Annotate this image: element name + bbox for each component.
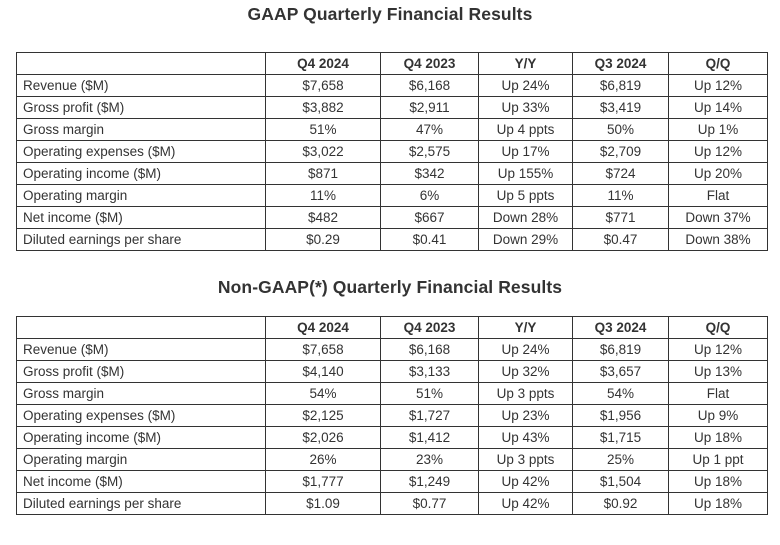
cell-value: $0.77	[381, 493, 479, 515]
column-header: Y/Y	[479, 317, 573, 339]
cell-value: Up 33%	[479, 97, 573, 119]
cell-value: $1,727	[381, 405, 479, 427]
cell-value: 54%	[266, 383, 381, 405]
cell-value: $3,133	[381, 361, 479, 383]
cell-value: $1,504	[573, 471, 669, 493]
gaap-table-title: GAAP Quarterly Financial Results	[247, 4, 533, 24]
table-row	[17, 449, 768, 471]
row-label: Gross profit ($M)	[17, 361, 266, 383]
cell-value: $724	[573, 163, 669, 185]
cell-value: Up 24%	[479, 75, 573, 97]
cell-value: $0.47	[573, 229, 669, 251]
row-label: Diluted earnings per share	[17, 493, 266, 515]
cell-value: 11%	[266, 185, 381, 207]
cell-value: 54%	[573, 383, 669, 405]
cell-value: Up 12%	[669, 141, 768, 163]
table-row	[17, 361, 768, 383]
cell-value: $3,419	[573, 97, 669, 119]
row-label: Net income ($M)	[17, 471, 266, 493]
cell-value: $1,777	[266, 471, 381, 493]
cell-value: 23%	[381, 449, 479, 471]
cell-value: 26%	[266, 449, 381, 471]
cell-value: $6,168	[381, 339, 479, 361]
table-row	[17, 97, 768, 119]
row-label: Gross margin	[17, 383, 266, 405]
cell-value: Up 13%	[669, 361, 768, 383]
cell-value: $7,658	[266, 339, 381, 361]
table-row	[17, 119, 768, 141]
cell-value: Up 3 ppts	[479, 383, 573, 405]
column-header: Q4 2023	[381, 317, 479, 339]
table-row	[17, 141, 768, 163]
row-label: Net income ($M)	[17, 207, 266, 229]
cell-value: 6%	[381, 185, 479, 207]
header-row	[17, 317, 768, 339]
row-label: Revenue ($M)	[17, 339, 266, 361]
cell-value: Up 17%	[479, 141, 573, 163]
cell-value: Up 9%	[669, 405, 768, 427]
column-header: Q/Q	[669, 53, 768, 75]
table-row	[17, 229, 768, 251]
row-label: Diluted earnings per share	[17, 229, 266, 251]
cell-value: $4,140	[266, 361, 381, 383]
table-row	[17, 405, 768, 427]
column-header: Q4 2023	[381, 53, 479, 75]
row-label: Gross margin	[17, 119, 266, 141]
cell-value: $342	[381, 163, 479, 185]
cell-value: $3,657	[573, 361, 669, 383]
cell-value: Up 24%	[479, 339, 573, 361]
cell-value: $1,412	[381, 427, 479, 449]
gaap-results-table	[16, 52, 768, 251]
cell-value: Up 155%	[479, 163, 573, 185]
cell-value: $2,125	[266, 405, 381, 427]
cell-value: Flat	[669, 383, 768, 405]
row-label: Operating margin	[17, 185, 266, 207]
cell-value: Down 28%	[479, 207, 573, 229]
column-header: Y/Y	[479, 53, 573, 75]
column-header: Q3 2024	[573, 53, 669, 75]
table-row	[17, 207, 768, 229]
table-row	[17, 427, 768, 449]
row-label: Operating income ($M)	[17, 163, 266, 185]
cell-value: Down 29%	[479, 229, 573, 251]
table-row	[17, 471, 768, 493]
cell-value: Up 3 ppts	[479, 449, 573, 471]
row-label: Operating margin	[17, 449, 266, 471]
cell-value: Up 1 ppt	[669, 449, 768, 471]
row-label-header	[17, 53, 266, 75]
cell-value: Up 5 ppts	[479, 185, 573, 207]
column-header: Q/Q	[669, 317, 768, 339]
row-label: Gross profit ($M)	[17, 97, 266, 119]
cell-value: Up 42%	[479, 493, 573, 515]
cell-value: $771	[573, 207, 669, 229]
cell-value: Down 38%	[669, 229, 768, 251]
cell-value: 50%	[573, 119, 669, 141]
cell-value: Up 32%	[479, 361, 573, 383]
row-label: Revenue ($M)	[17, 75, 266, 97]
cell-value: Up 1%	[669, 119, 768, 141]
table-row	[17, 185, 768, 207]
cell-value: $3,022	[266, 141, 381, 163]
table-row	[17, 493, 768, 515]
row-label: Operating expenses ($M)	[17, 405, 266, 427]
cell-value: $2,911	[381, 97, 479, 119]
cell-value: Up 20%	[669, 163, 768, 185]
cell-value: 47%	[381, 119, 479, 141]
cell-value: Up 14%	[669, 97, 768, 119]
cell-value: $871	[266, 163, 381, 185]
cell-value: $1,249	[381, 471, 479, 493]
cell-value: Up 18%	[669, 471, 768, 493]
cell-value: Up 23%	[479, 405, 573, 427]
cell-value: $1,956	[573, 405, 669, 427]
cell-value: $0.29	[266, 229, 381, 251]
cell-value: $2,026	[266, 427, 381, 449]
cell-value: Up 43%	[479, 427, 573, 449]
cell-value: $2,575	[381, 141, 479, 163]
cell-value: $0.41	[381, 229, 479, 251]
cell-value: $0.92	[573, 493, 669, 515]
header-row	[17, 53, 768, 75]
non-gaap-table-title: Non-GAAP(*) Quarterly Financial Results	[217, 277, 563, 297]
cell-value: Up 18%	[669, 493, 768, 515]
cell-value: 11%	[573, 185, 669, 207]
column-header: Q3 2024	[573, 317, 669, 339]
table-row	[17, 163, 768, 185]
non-gaap-results-table	[16, 316, 768, 515]
cell-value: 51%	[381, 383, 479, 405]
cell-value: Up 4 ppts	[479, 119, 573, 141]
cell-value: $7,658	[266, 75, 381, 97]
cell-value: $3,882	[266, 97, 381, 119]
cell-value: Up 42%	[479, 471, 573, 493]
cell-value: Up 12%	[669, 339, 768, 361]
cell-value: 51%	[266, 119, 381, 141]
cell-value: $6,819	[573, 339, 669, 361]
cell-value: Up 18%	[669, 427, 768, 449]
cell-value: $482	[266, 207, 381, 229]
cell-value: Down 37%	[669, 207, 768, 229]
cell-value: $6,168	[381, 75, 479, 97]
cell-value: $2,709	[573, 141, 669, 163]
column-header: Q4 2024	[266, 53, 381, 75]
row-label-header	[17, 317, 266, 339]
table-row	[17, 383, 768, 405]
column-header: Q4 2024	[266, 317, 381, 339]
cell-value: Flat	[669, 185, 768, 207]
row-label: Operating expenses ($M)	[17, 141, 266, 163]
cell-value: $667	[381, 207, 479, 229]
row-label: Operating income ($M)	[17, 427, 266, 449]
table-row	[17, 339, 768, 361]
cell-value: 25%	[573, 449, 669, 471]
cell-value: $1,715	[573, 427, 669, 449]
cell-value: $1.09	[266, 493, 381, 515]
table-row	[17, 75, 768, 97]
cell-value: $6,819	[573, 75, 669, 97]
cell-value: Up 12%	[669, 75, 768, 97]
